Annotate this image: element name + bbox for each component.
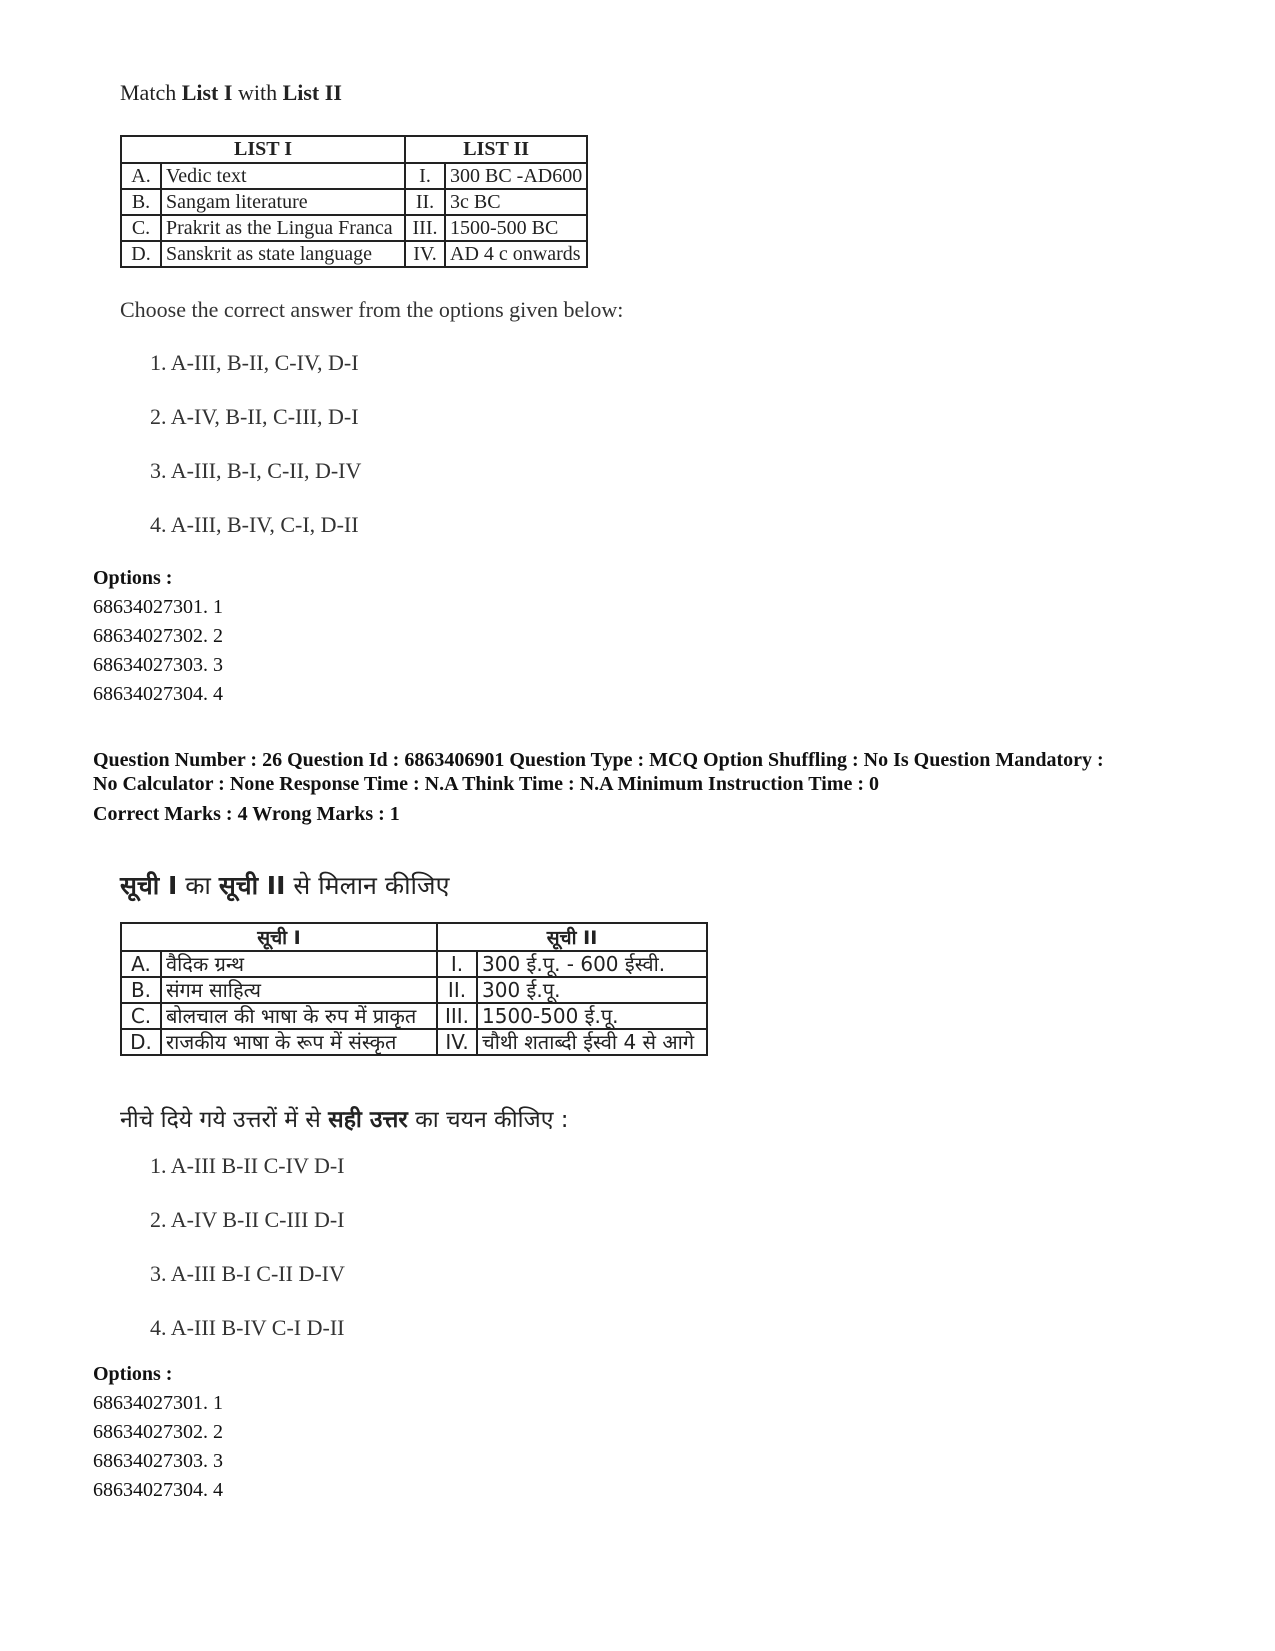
choose-text: का चयन कीजिए : (407, 1107, 569, 1133)
option-line: 68634027301. 1 (93, 1392, 223, 1414)
hindi-match-table (120, 922, 708, 1056)
table-row (121, 241, 587, 267)
row-item: बोलचाल की भाषा के रुप में प्राकृत (161, 1003, 437, 1029)
row-item: Sangam literature (161, 189, 405, 215)
row-key: B. (121, 189, 161, 215)
english-match-table (120, 135, 588, 268)
english-question-heading (120, 80, 342, 106)
english-choice-2: 2. A-IV, B-II, C-III, D-I (150, 404, 359, 429)
row-key: IV. (437, 1029, 477, 1055)
english-choose-instruction: Choose the correct answer from the options given below: (120, 297, 624, 322)
row-item: संगम साहित्य (161, 977, 437, 1003)
row-item: वैदिक ग्रन्थ (161, 951, 437, 977)
list1-header: LIST I (121, 136, 405, 163)
row-key: A. (121, 163, 161, 189)
hindi-choice-1: 1. A-III B-II C-IV D-I (150, 1153, 345, 1178)
hindi-choice-3: 3. A-III B-I C-II D-IV (150, 1261, 345, 1286)
row-key: II. (405, 189, 445, 215)
table-row (121, 189, 587, 215)
hindi-choice-2: 2. A-IV B-II C-III D-I (150, 1207, 345, 1232)
row-item: राजकीय भाषा के रूप में संस्कृत (161, 1029, 437, 1055)
choose-bold: सही उत्तर (328, 1107, 408, 1133)
row-item: 1500-500 ई.पू. (477, 1003, 707, 1029)
row-key: I. (437, 951, 477, 977)
meta-line-2: No Calculator : None Response Time : N.A Think Time : N.A Minimum Instruction Time : 0 (93, 773, 879, 795)
row-item: Prakrit as the Lingua Franca (161, 215, 405, 241)
heading-list1: सूची I (120, 871, 178, 900)
list2-header: सूची II (437, 923, 707, 951)
table-row (121, 163, 587, 189)
row-item: Vedic text (161, 163, 405, 189)
row-item: 300 BC -AD600 (445, 163, 587, 189)
option-line: 68634027302. 2 (93, 1421, 223, 1443)
heading-text: with (232, 80, 283, 105)
row-item: Sanskrit as state language (161, 241, 405, 267)
row-key: I. (405, 163, 445, 189)
row-item: 1500-500 BC (445, 215, 587, 241)
option-line: 68634027302. 2 (93, 625, 223, 647)
english-choice-4: 4. A-III, B-IV, C-I, D-II (150, 512, 359, 537)
row-key: D. (121, 1029, 161, 1055)
heading-text: Match (120, 80, 182, 105)
row-item: 3c BC (445, 189, 587, 215)
row-key: III. (437, 1003, 477, 1029)
option-line: 68634027301. 1 (93, 596, 223, 618)
heading-list2: सूची II (218, 871, 286, 900)
table-row (121, 951, 707, 977)
table-row (121, 215, 587, 241)
table-row (121, 977, 707, 1003)
option-line: 68634027303. 3 (93, 654, 223, 676)
options-label: Options : (93, 1363, 173, 1385)
heading-text: का (177, 871, 219, 900)
row-key: A. (121, 951, 161, 977)
english-choice-1: 1. A-III, B-II, C-IV, D-I (150, 350, 359, 375)
option-line: 68634027304. 4 (93, 683, 223, 705)
hindi-question-heading (120, 868, 449, 902)
heading-list1: List I (181, 80, 233, 105)
list2-header: LIST II (405, 136, 587, 163)
row-item: AD 4 c onwards (445, 241, 587, 267)
english-choice-3: 3. A-III, B-I, C-II, D-IV (150, 458, 362, 483)
row-key: C. (121, 215, 161, 241)
row-item: 300 ई.पू. (477, 977, 707, 1003)
choose-text: नीचे दिये गये उत्तरों में से (120, 1107, 329, 1133)
row-item: चौथी शताब्दी ईस्वी 4 से आगे (477, 1029, 707, 1055)
row-key: D. (121, 241, 161, 267)
meta-line-3: Correct Marks : 4 Wrong Marks : 1 (93, 803, 400, 825)
row-key: III. (405, 215, 445, 241)
table-row (121, 1029, 707, 1055)
table-row (121, 1003, 707, 1029)
row-item: 300 ई.पू. - 600 ईस्वी. (477, 951, 707, 977)
hindi-choice-4: 4. A-III B-IV C-I D-II (150, 1315, 345, 1340)
heading-text: से मिलान कीजिए (285, 871, 450, 900)
hindi-choose-instruction (120, 1102, 568, 1134)
row-key: II. (437, 977, 477, 1003)
option-line: 68634027303. 3 (93, 1450, 223, 1472)
option-line: 68634027304. 4 (93, 1479, 223, 1501)
row-key: B. (121, 977, 161, 1003)
meta-line-1: Question Number : 26 Question Id : 6863406901 Question Type : MCQ Option Shuffling : No Is Question Mandatory : (93, 749, 1104, 771)
row-key: IV. (405, 241, 445, 267)
list1-header: सूची I (121, 923, 437, 951)
question-meta (93, 748, 1193, 826)
options-label: Options : (93, 567, 173, 589)
heading-list2: List II (282, 80, 342, 105)
row-key: C. (121, 1003, 161, 1029)
